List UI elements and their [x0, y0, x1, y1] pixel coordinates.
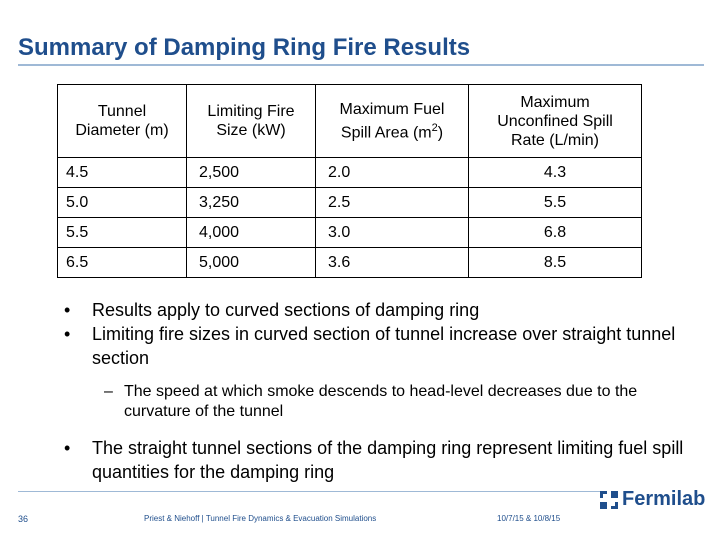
table-cell: 4.5 — [58, 158, 187, 188]
header-text: Tunnel — [97, 103, 147, 120]
bullet-list — [60, 298, 700, 484]
table-cell: 8.5 — [469, 248, 642, 278]
bullet-text: The straight tunnel sections of the damping ring represent limiting fuel spill quantities for the damping ring — [92, 438, 684, 482]
bullet-text: Limiting fire sizes in curved section of tunnel increase over straight tunnel section — [92, 324, 676, 368]
header-max-unconfined-spill-rate — [469, 85, 642, 158]
table-cell: 5.5 — [58, 218, 187, 248]
fermilab-logo — [598, 488, 705, 511]
table-cell: 3.6 — [316, 248, 469, 278]
bullet-marker: • — [64, 324, 71, 344]
header-text: Unconfined Spill — [497, 112, 613, 130]
footer-text: Priest & Niehoff | Tunnel Fire Dynamics & Evacuation Simulations — [144, 514, 377, 523]
header-text: Spill Area (m — [340, 124, 432, 142]
header-text: Maximum Fuel — [339, 100, 445, 118]
bullet-text: Results apply to curved sections of damping ring — [92, 300, 480, 320]
table-cell: 3,250 — [187, 188, 316, 218]
sub-bullet-marker: – — [104, 383, 113, 400]
table-cell: 2,500 — [187, 158, 316, 188]
bullet-marker: • — [64, 300, 71, 320]
table-row — [58, 158, 642, 188]
footer-divider — [18, 491, 608, 492]
table-row — [58, 218, 642, 248]
table-cell: 5.5 — [469, 188, 642, 218]
header-text: Maximum — [520, 93, 590, 111]
table-cell: 4,000 — [187, 218, 316, 248]
table-cell: 2.5 — [316, 188, 469, 218]
title-divider — [18, 64, 704, 66]
header-text: Size (kW) — [216, 122, 286, 139]
bullet-marker: • — [64, 438, 71, 458]
table-row — [58, 188, 642, 218]
table-header-row — [58, 85, 642, 158]
table-cell: 5.0 — [58, 188, 187, 218]
table-cell: 5,000 — [187, 248, 316, 278]
header-text: ) — [437, 124, 444, 142]
header-text: Diameter (m) — [75, 122, 169, 139]
table-cell: 6.5 — [58, 248, 187, 278]
header-text: Limiting Fire — [207, 103, 295, 120]
header-text: Rate (L/min) — [510, 131, 600, 149]
sub-bullet-item — [60, 382, 700, 422]
table-cell: 6.8 — [469, 218, 642, 248]
bullet-item — [60, 436, 700, 484]
table-row — [58, 248, 642, 278]
sub-bullet-text: The speed at which smoke descends to head-level decreases due to the curvature of the tunnel — [124, 383, 638, 420]
page-number: 36 — [18, 514, 29, 524]
header-limiting-fire-size — [187, 85, 316, 158]
results-table — [57, 84, 642, 278]
bullet-item — [60, 298, 700, 322]
fermilab-logo-icon — [598, 489, 620, 511]
slide-title: Summary of Damping Ring Fire Results — [18, 34, 471, 61]
table-cell: 3.0 — [316, 218, 469, 248]
header-superscript: 2 — [431, 121, 438, 134]
table-cell: 4.3 — [469, 158, 642, 188]
footer-date: 10/7/15 & 10/8/15 — [497, 514, 561, 523]
table-cell: 2.0 — [316, 158, 469, 188]
header-tunnel-diameter — [58, 85, 187, 158]
bullet-item — [60, 322, 700, 370]
header-max-fuel-spill-area — [316, 85, 469, 158]
fermilab-logo-text: Fermilab — [622, 488, 706, 510]
